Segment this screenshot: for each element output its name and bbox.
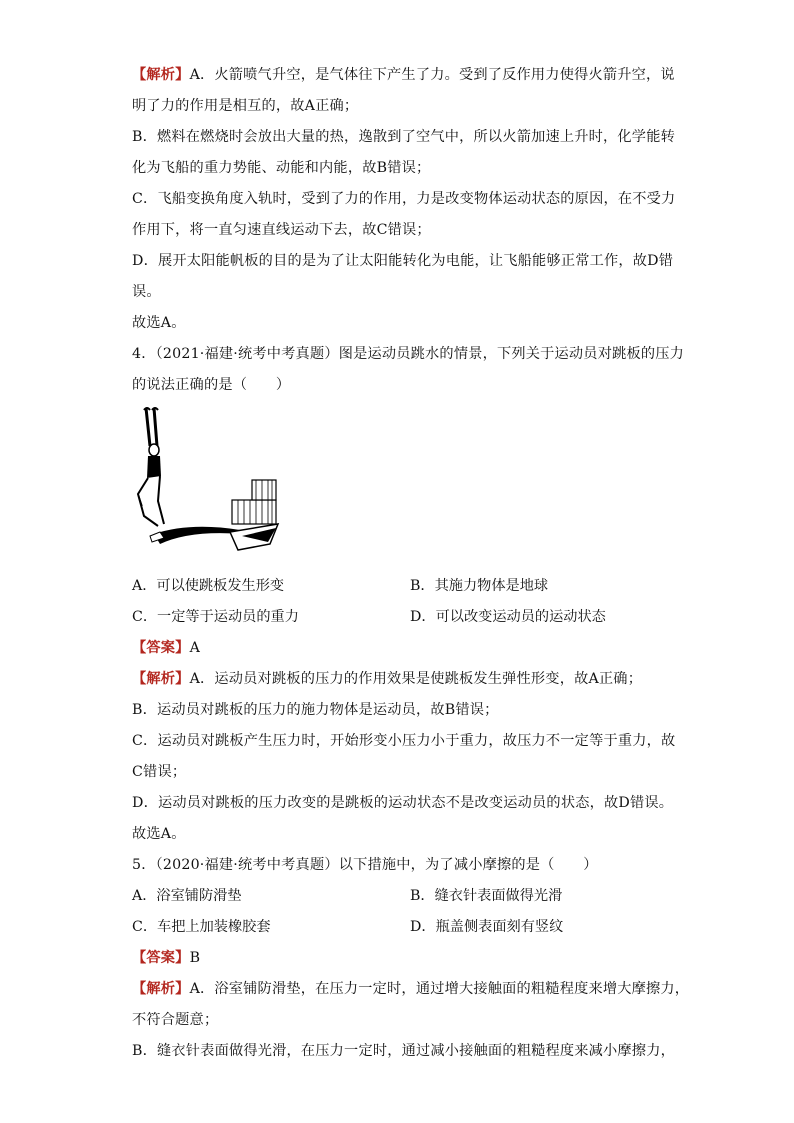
analysis-line: C．飞船变换角度入轨时，受到了力的作用，力是改变物体运动状态的原因，在不受力 xyxy=(132,191,676,207)
analysis-line: B．燃料在燃烧时会放出大量的热，逸散到了空气中，所以火箭加速上升时，化学能转 xyxy=(132,129,675,145)
analysis-tag: 【解析】 xyxy=(132,981,190,997)
diver-swimsuit xyxy=(147,456,161,478)
answer-tag: 【答案】 xyxy=(132,640,190,656)
q4-option-d[interactable]: D．可以改变运动员的运动状态 xyxy=(410,609,606,625)
diver-head xyxy=(149,444,159,456)
q5-option-a[interactable]: A．浴室铺防滑垫 xyxy=(132,888,242,904)
q4-option-b[interactable]: B．其施力物体是地球 xyxy=(410,578,549,594)
q4-analysis-line: B．运动员对跳板的压力的施力物体是运动员，故B错误； xyxy=(132,702,499,718)
answer-tag: 【答案】 xyxy=(132,950,190,966)
q5-analysis-line: B．缝衣针表面做得光滑，在压力一定时，通过减小接触面的粗糙程度来减小摩擦力， xyxy=(132,1043,675,1059)
q5-answer: 【答案】B xyxy=(132,950,201,966)
springboard xyxy=(154,527,242,544)
analysis-tag: 【解析】 xyxy=(132,671,190,687)
q5-analysis-line: 【解析】A．浴室铺防滑垫，在压力一定时，通过增大接触面的粗糙程度来增大摩擦力， xyxy=(132,981,690,997)
conclusion-line: 故选A。 xyxy=(132,826,186,842)
analysis-line: 【解析】A．火箭喷气升空，是气体往下产生了力。受到了反作用力使得火箭升空，说 xyxy=(132,67,675,83)
q4-analysis-line: C．运动员对跳板产生压力时，开始形变小压力小于重力，故压力不一定等于重力，故 xyxy=(132,733,676,749)
analysis-line: 明了力的作用是相互的，故A正确； xyxy=(132,98,359,114)
question-4-stem: 的说法正确的是（ ） xyxy=(132,377,291,393)
q4-answer: 【答案】A xyxy=(132,640,201,656)
q4-analysis-line: 【解析】A．运动员对跳板的压力的作用效果是使跳板发生弹性形变，故A正确； xyxy=(132,671,643,687)
q5-option-d[interactable]: D．瓶盖侧表面刻有竖纹 xyxy=(410,919,564,935)
diver-springboard-figure xyxy=(130,406,280,556)
analysis-line: 作用下，将一直匀速直线运动下去，故C错误； xyxy=(132,222,431,238)
q4-option-a[interactable]: A．可以使跳板发生形变 xyxy=(132,578,285,594)
analysis-line: 误。 xyxy=(132,284,161,300)
analysis-line: D．展开太阳能帆板的目的是为了让太阳能转化为电能，让飞船能够正常工作，故D错 xyxy=(132,253,674,269)
q5-option-b[interactable]: B．缝衣针表面做得光滑 xyxy=(410,888,563,904)
question-5-stem: 5．（2020·福建·统考中考真题）以下措施中，为了减小摩擦的是（ ） xyxy=(132,857,598,873)
q4-analysis-line: C错误； xyxy=(132,764,187,780)
q5-analysis-line: 不符合题意； xyxy=(132,1012,219,1028)
q5-option-c[interactable]: C．车把上加装橡胶套 xyxy=(132,919,271,935)
diver-arms xyxy=(146,408,157,446)
analysis-line: 化为飞船的重力势能、动能和内能，故B错误； xyxy=(132,160,431,176)
conclusion-line: 故选A。 xyxy=(132,315,186,331)
platform-base xyxy=(232,500,276,524)
q4-analysis-line: D．运动员对跳板的压力改变的是跳板的运动状态不是改变运动员的状态，故D错误。 xyxy=(132,795,674,811)
diver-legs xyxy=(138,476,164,526)
q4-option-c[interactable]: C．一定等于运动员的重力 xyxy=(132,609,299,625)
question-4-stem: 4．（2021·福建·统考中考真题）图是运动员跳水的情景，下列关于运动员对跳板的压力 xyxy=(132,346,685,362)
analysis-tag: 【解析】 xyxy=(132,67,190,83)
